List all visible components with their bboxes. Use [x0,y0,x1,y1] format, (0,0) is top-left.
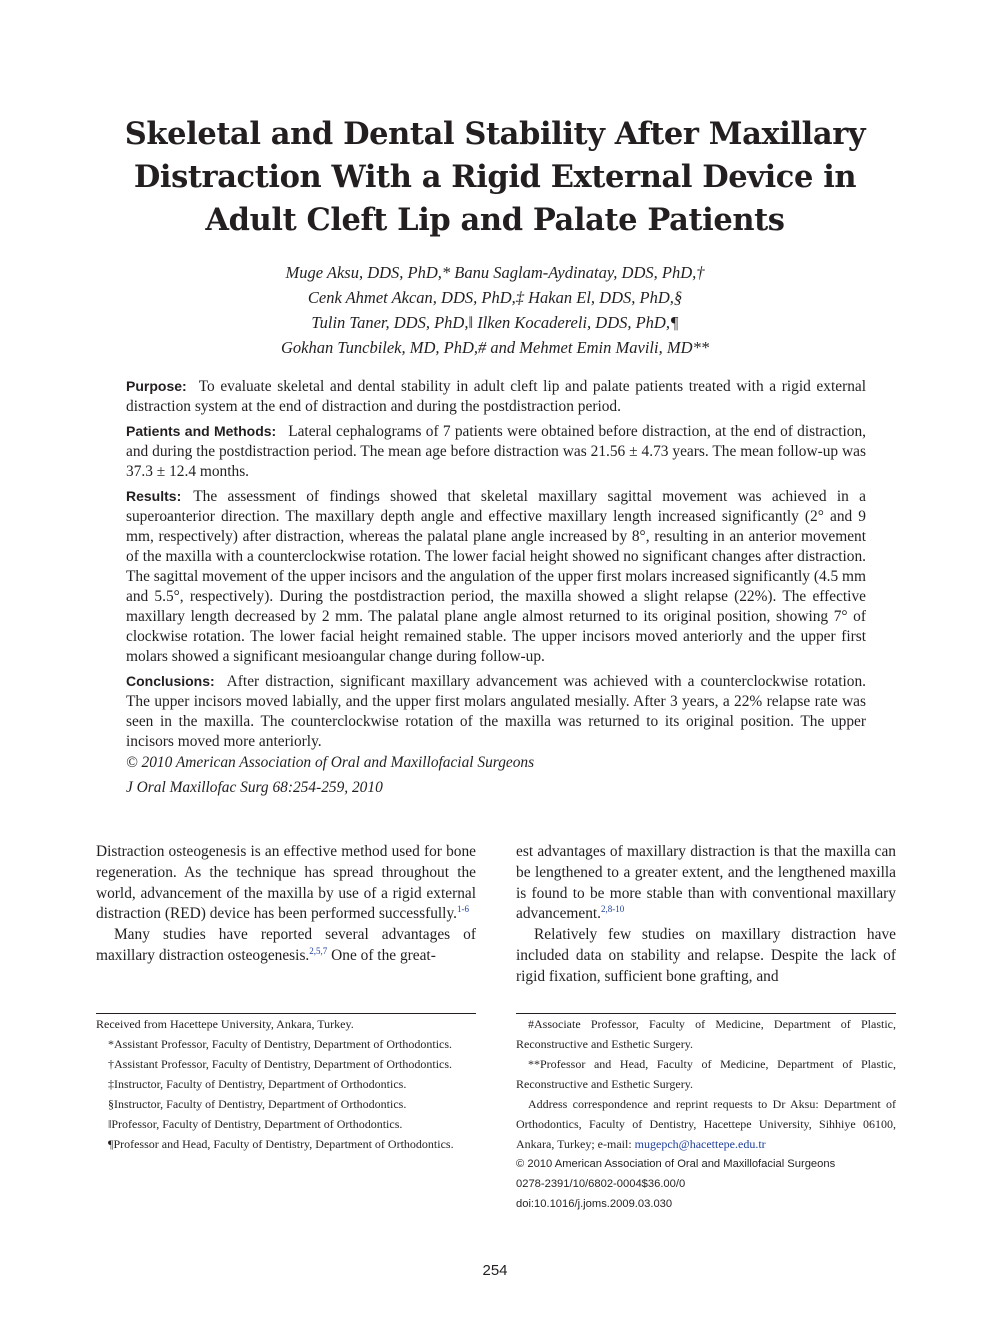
footnote: §Instructor, Faculty of Dentistry, Department of Orthodontics. [108,1097,407,1111]
results-label: Results: [126,488,182,504]
abstract-results [126,486,866,667]
body-column-right [516,842,896,988]
body-paragraph [516,842,896,925]
footnote-copyright: © 2010 American Association of Oral and Maxillofacial Surgeons [516,1158,836,1170]
author-line: Muge Aksu, DDS, PhD,* Banu Saglam-Aydinatay, DDS, PhD,† [285,263,705,282]
methods-text: Lateral cephalograms of 7 patients were obtained before distraction, at the end of distraction, and during the postdistraction period. The mean age before distraction was 21.56 ± 4.73 years. The mean follow-up was 37.3 ± 12.4 months. [126,423,866,480]
email-link[interactable]: mugepch@hacettepe.edu.tr [634,1137,766,1151]
abstract-conclusions [126,671,866,752]
footnote: #Associate Professor, Faculty of Medicine, Department of Plastic, Reconstructive and Esthetic Surgery. [516,1017,896,1051]
abstract [126,376,866,802]
body-text: Distraction osteogenesis is an effective method used for bone regeneration. As the technique has spread throughout the world, advancement of the maxilla by use of a rigid external distraction (RED) device has been performed successfully. [96,843,476,923]
footnote: *Assistant Professor, Faculty of Dentistry, Department of Orthodontics. [108,1037,453,1051]
reference-link[interactable]: 2,8-10 [601,904,625,915]
footnote: ‡Instructor, Faculty of Dentistry, Department of Orthodontics. [108,1077,407,1091]
footnote: ¶Professor and Head, Faculty of Dentistry, Department of Orthodontics. [108,1137,454,1151]
journal-citation: J Oral Maxillofac Surg 68:254-259, 2010 [126,779,383,796]
body-column-left [96,842,476,967]
author-line: Cenk Ahmet Akcan, DDS, PhD,‡ Hakan El, DDS, PhD,§ [307,288,683,307]
doi-line: doi:10.1016/j.joms.2009.03.030 [516,1198,673,1210]
footnote: †Assistant Professor, Faculty of Dentistry, Department of Orthodontics. [108,1057,453,1071]
correspondence-address [516,1094,896,1154]
purpose-label: Purpose: [126,378,187,394]
author-line: Gokhan Tuncbilek, MD, PhD,# and Mehmet Emin Mavili, MD** [280,338,709,357]
author-list [100,260,890,360]
methods-label: Patients and Methods: [126,423,277,439]
results-text: The assessment of findings showed that skeletal maxillary sagittal movement was achieved in a superoanterior direction. The maxillary depth angle and effective maxillary length increased significantly (2° and 9 mm, respectively) after distraction, whereas the palatal plane angle increased by 8°, resulting in an anterior movement of the maxilla with a counterclockwise rotation. The lower facial height showed no significant changes after distraction. The sagittal movement of the upper incisors and the angulation of the upper first molars increased significantly (4.5 mm and 5.5°, respectively). During the postdistraction period, the maxilla showed a slight relapse (22%). The effective maxillary length decreased by 2 mm. The palatal plane angle almost returned to its original position, showing 7° of clockwise rotation. The lower facial height remained stable. The upper incisors moved anteriorly and the upper first molars showed a significant mesioangular change during follow-up. [126,488,866,665]
author-line: Tulin Taner, DDS, PhD,‖ Ilken Kocadereli, DDS, PhD,¶ [311,313,679,332]
article-title: Skeletal and Dental Stability After Maxillary Distraction With a Rigid External Device in Adult Cleft Lip and Palate Patients [124,116,866,238]
footnotes-left [96,1014,476,1154]
page-number: 254 [482,1262,508,1279]
address-text: Address correspondence and reprint requests to Dr Aksu: Department of Orthodontics, Faculty of Dentistry, Hacettepe University, Sihhiye 06100, Ankara, Turkey; e-mail: [516,1097,896,1151]
body-paragraph [96,925,476,967]
conclusions-text: After distraction, significant maxillary advancement was achieved with a counterclockwise rotation. The upper incisors moved labially, and the upper first molars angulated mesially. After 3 years, a 22% relapse rate was seen in the maxilla. The counterclockwise rotation of the maxilla was returned to its original position. The upper incisors moved more anteriorly. [126,673,866,750]
body-paragraph: Relatively few studies on maxillary distraction have included data on stability and relapse. Despite the lack of rigid fixation, sufficient bone grafting, and [516,926,896,985]
conclusions-label: Conclusions: [126,673,215,689]
reference-link[interactable]: 1-6 [456,904,469,915]
body-text: Many studies have reported several advantages of maxillary distraction osteogenesis. [96,926,476,964]
footnote: **Professor and Head, Faculty of Medicine, Department of Plastic, Reconstructive and Esthetic Surgery. [516,1057,896,1091]
abstract-purpose [126,376,866,417]
footnote: Received from Hacettepe University, Ankara, Turkey. [96,1017,354,1031]
abstract-copyright: © 2010 American Association of Oral and Maxillofacial Surgeons [126,754,535,771]
issn-line: 0278-2391/10/6802-0004$36.00/0 [516,1178,686,1190]
purpose-text: To evaluate skeletal and dental stability in adult cleft lip and palate patients treated with a rigid external distraction system at the end of distraction and during the postdistraction period. [126,378,866,415]
reference-link[interactable]: 2,5,7 [309,945,328,956]
body-text: est advantages of maxillary distraction is that the maxilla can be lengthened to a greater extent, and the lengthened maxilla is found to be more stable than with conventional maxillary advancement. [516,843,896,923]
footnote: ‖Professor, Faculty of Dentistry, Department of Orthodontics. [108,1117,403,1131]
footnotes-right [516,1014,896,1214]
body-paragraph [96,842,476,925]
abstract-methods [126,421,866,482]
body-text: One of the great- [327,946,436,964]
